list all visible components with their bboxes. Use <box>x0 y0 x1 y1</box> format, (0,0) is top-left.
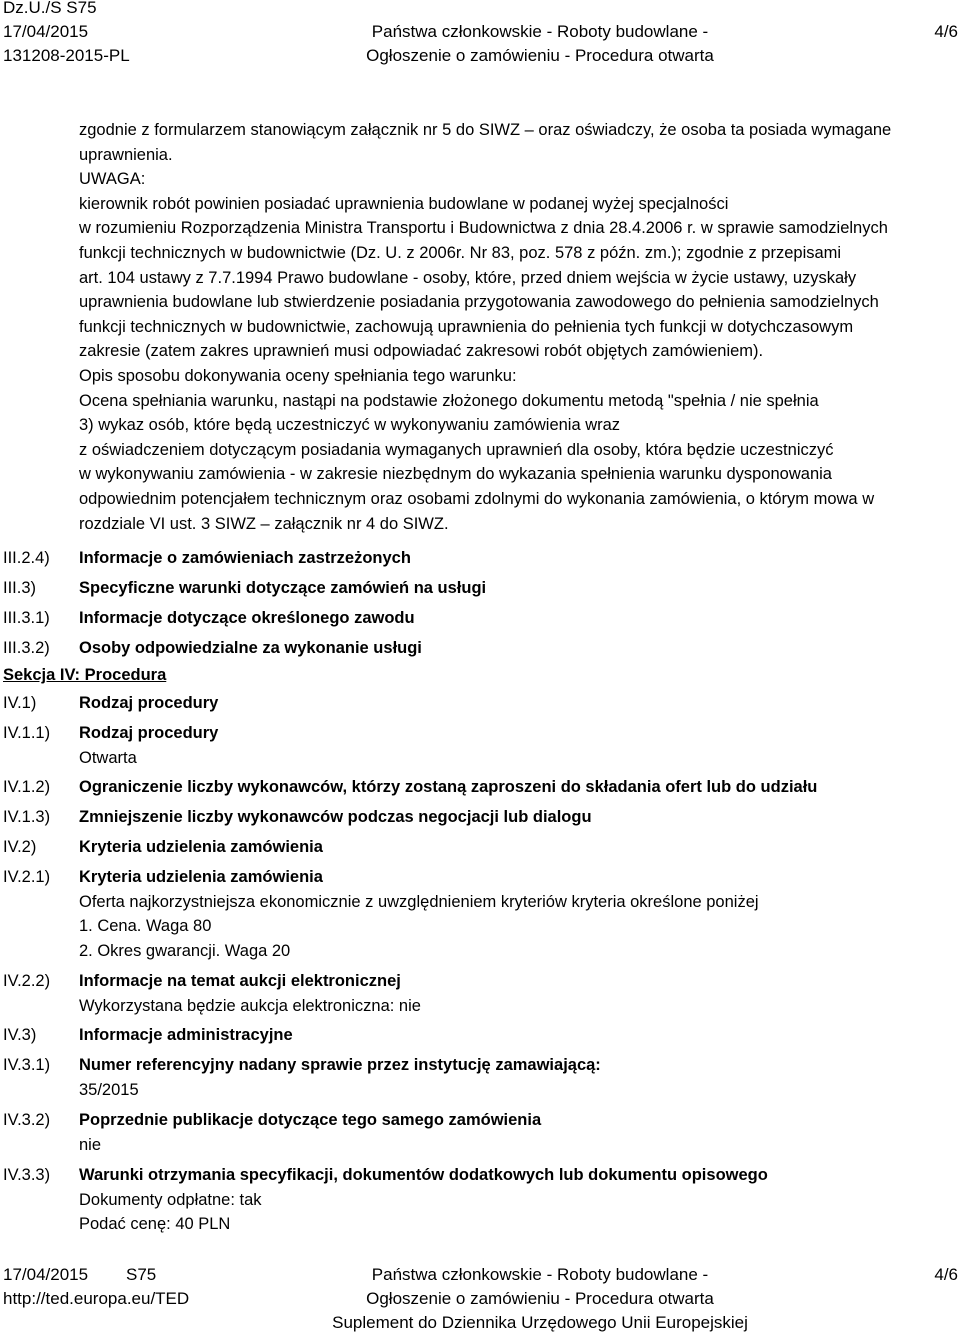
journal-ref: Dz.U./S S75 <box>3 0 97 17</box>
item-value: 35/2015 <box>79 1080 139 1099</box>
item-value: Oferta najkorzystniejsza ekonomicznie z uwzględnieniem kryteriów kryteria określone poniżej <box>79 892 759 911</box>
footer-series: S75 <box>126 1265 157 1284</box>
item-title: Rodzaj procedury <box>79 724 219 742</box>
footer-date: 17/04/2015 <box>3 1265 89 1284</box>
item-title: Informacje dotyczące określonego zawodu <box>79 609 415 627</box>
page-header <box>0 0 960 70</box>
item-number: III.3.1) <box>3 609 50 627</box>
conditions-paragraph <box>79 118 955 536</box>
header-title-line1: Państwa członkowskie - Roboty budowlane - <box>371 22 709 41</box>
footer-page-number: 4/6 <box>934 1265 958 1284</box>
paragraph-line: w wykonywaniu zamówienia - w zakresie niezbędnym do wykazania spełnienia warunku dysponowania <box>79 465 832 484</box>
paragraph-line: kierownik robót powinien posiadać uprawnienia budowlane w podanej wyżej specjalności <box>79 194 729 213</box>
item-number: IV.3) <box>3 1026 37 1044</box>
notice-number: 131208-2015-PL <box>3 46 130 65</box>
paragraph-line: uprawnienia. <box>79 145 173 164</box>
item-number: IV.2.2) <box>3 972 51 990</box>
paragraph-line: 3) wykaz osób, które będą uczestniczyć w wykonywaniu zamówienia wraz <box>79 416 621 435</box>
item-title: Warunki otrzymania specyfikacji, dokumentów dodatkowych lub dokumentu opisowego <box>79 1166 768 1184</box>
item-value: 2. Okres gwarancji. Waga 20 <box>79 941 291 960</box>
item-title: Zmniejszenie liczby wykonawców podczas negocjacji lub dialogu <box>79 808 592 826</box>
paragraph-line: rozdziale VI ust. 3 SIWZ – załącznik nr 4 do SIWZ. <box>79 514 449 533</box>
item-number: IV.1) <box>3 694 37 712</box>
item-title: Ograniczenie liczby wykonawców, którzy zostaną zaproszeni do składania ofert lub do udziału <box>79 778 818 796</box>
paragraph-line: art. 104 ustawy z 7.7.1994 Prawo budowlane - osoby, które, przed dniem wejścia w życie ustawy, uzyskały <box>79 268 857 287</box>
item-value: Podać cenę: 40 PLN <box>79 1215 231 1234</box>
item-number: IV.1.1) <box>3 724 51 742</box>
paragraph-line: odpowiednim potencjałem technicznym oraz osobami zdolnymi do wykonania zamówienia, o którym mowa w <box>79 489 875 508</box>
item-title: Informacje administracyjne <box>79 1026 293 1044</box>
item-number: III.3.2) <box>3 639 50 657</box>
paragraph-line: zakresie (zatem zakres uprawnień musi odpowiadać zakresowi robót objętych zamówieniem). <box>79 342 764 361</box>
item-number: IV.3.2) <box>3 1111 51 1129</box>
item-number: IV.3.3) <box>3 1166 51 1184</box>
footer-title-line1: Państwa członkowskie - Roboty budowlane - <box>371 1265 709 1284</box>
header-date: 17/04/2015 <box>3 22 89 41</box>
footer-url: http://ted.europa.eu/TED <box>3 1289 190 1308</box>
paragraph-line: funkcji technicznych w budownictwie, zachowują uprawnienia do pełnienia tych funkcji w dotychczasowym <box>79 317 854 336</box>
item-title: Osoby odpowiedzialne za wykonanie usługi <box>79 639 422 657</box>
paragraph-line: zgodnie z formularzem stanowiącym załącznik nr 5 do SIWZ – oraz oświadczy, że osoba ta posiada wymagane <box>79 121 892 139</box>
header-title-line2: Ogłoszenie o zamówieniu - Procedura otwarta <box>366 46 714 65</box>
paragraph-line: funkcji technicznych w budownictwie (Dz. U. z 2006r. Nr 83, poz. 578 z późn. zm.); zgodnie z przepisami <box>79 243 842 262</box>
paragraph-line: z oświadczeniem dotyczącym posiadania wymaganych uprawnień dla osoby, która będzie uczestniczyć <box>79 440 834 459</box>
item-number: IV.2) <box>3 838 37 856</box>
paragraph-line: UWAGA: <box>79 170 146 189</box>
item-number: IV.3.1) <box>3 1056 51 1074</box>
item-title: Specyficzne warunki dotyczące zamówień na usługi <box>79 579 487 597</box>
footer-title-line2: Ogłoszenie o zamówieniu - Procedura otwarta <box>366 1289 714 1308</box>
page-footer <box>0 1264 960 1334</box>
item-value: 1. Cena. Waga 80 <box>79 917 212 936</box>
footer-supplement: Suplement do Dziennika Urzędowego Unii Europejskiej <box>332 1313 748 1332</box>
item-number: IV.2.1) <box>3 868 51 886</box>
paragraph-line: w rozumieniu Rozporządzenia Ministra Transportu i Budownictwa z dnia 28.4.2006 r. w sprawie samodzielnych <box>79 219 888 238</box>
item-title: Numer referencyjny nadany sprawie przez instytucję zamawiającą: <box>79 1056 601 1074</box>
item-title: Informacje o zamówieniach zastrzeżonych <box>79 549 411 567</box>
item-value: Otwarta <box>79 748 137 767</box>
item-number: III.2.4) <box>3 549 50 567</box>
item-number: III.3) <box>3 579 37 597</box>
item-title: Rodzaj procedury <box>79 694 219 712</box>
item-value: nie <box>79 1135 102 1154</box>
paragraph-line: Ocena spełniania warunku, nastąpi na podstawie złożonego dokumentu metodą "spełnia / nie spełnia <box>79 391 819 410</box>
item-value: Dokumenty odpłatne: tak <box>79 1190 262 1209</box>
item-number: IV.1.2) <box>3 778 51 796</box>
paragraph-line: uprawnienia budowlane lub stwierdzenie posiadania przygotowania zawodowego do pełnienia samodzielnych <box>79 293 879 312</box>
paragraph-line: Opis sposobu dokonywania oceny spełniania tego warunku: <box>79 366 517 385</box>
item-title: Kryteria udzielenia zamówienia <box>79 838 323 856</box>
item-number: IV.1.3) <box>3 808 51 826</box>
item-value: Wykorzystana będzie aukcja elektroniczna: nie <box>79 996 421 1015</box>
item-title: Informacje na temat aukcji elektronicznej <box>79 972 401 990</box>
header-page-number: 4/6 <box>934 22 958 41</box>
item-title: Poprzednie publikacje dotyczące tego samego zamówienia <box>79 1111 542 1129</box>
section-4-heading: Sekcja IV: Procedura <box>3 666 167 684</box>
item-title: Kryteria udzielenia zamówienia <box>79 868 323 886</box>
